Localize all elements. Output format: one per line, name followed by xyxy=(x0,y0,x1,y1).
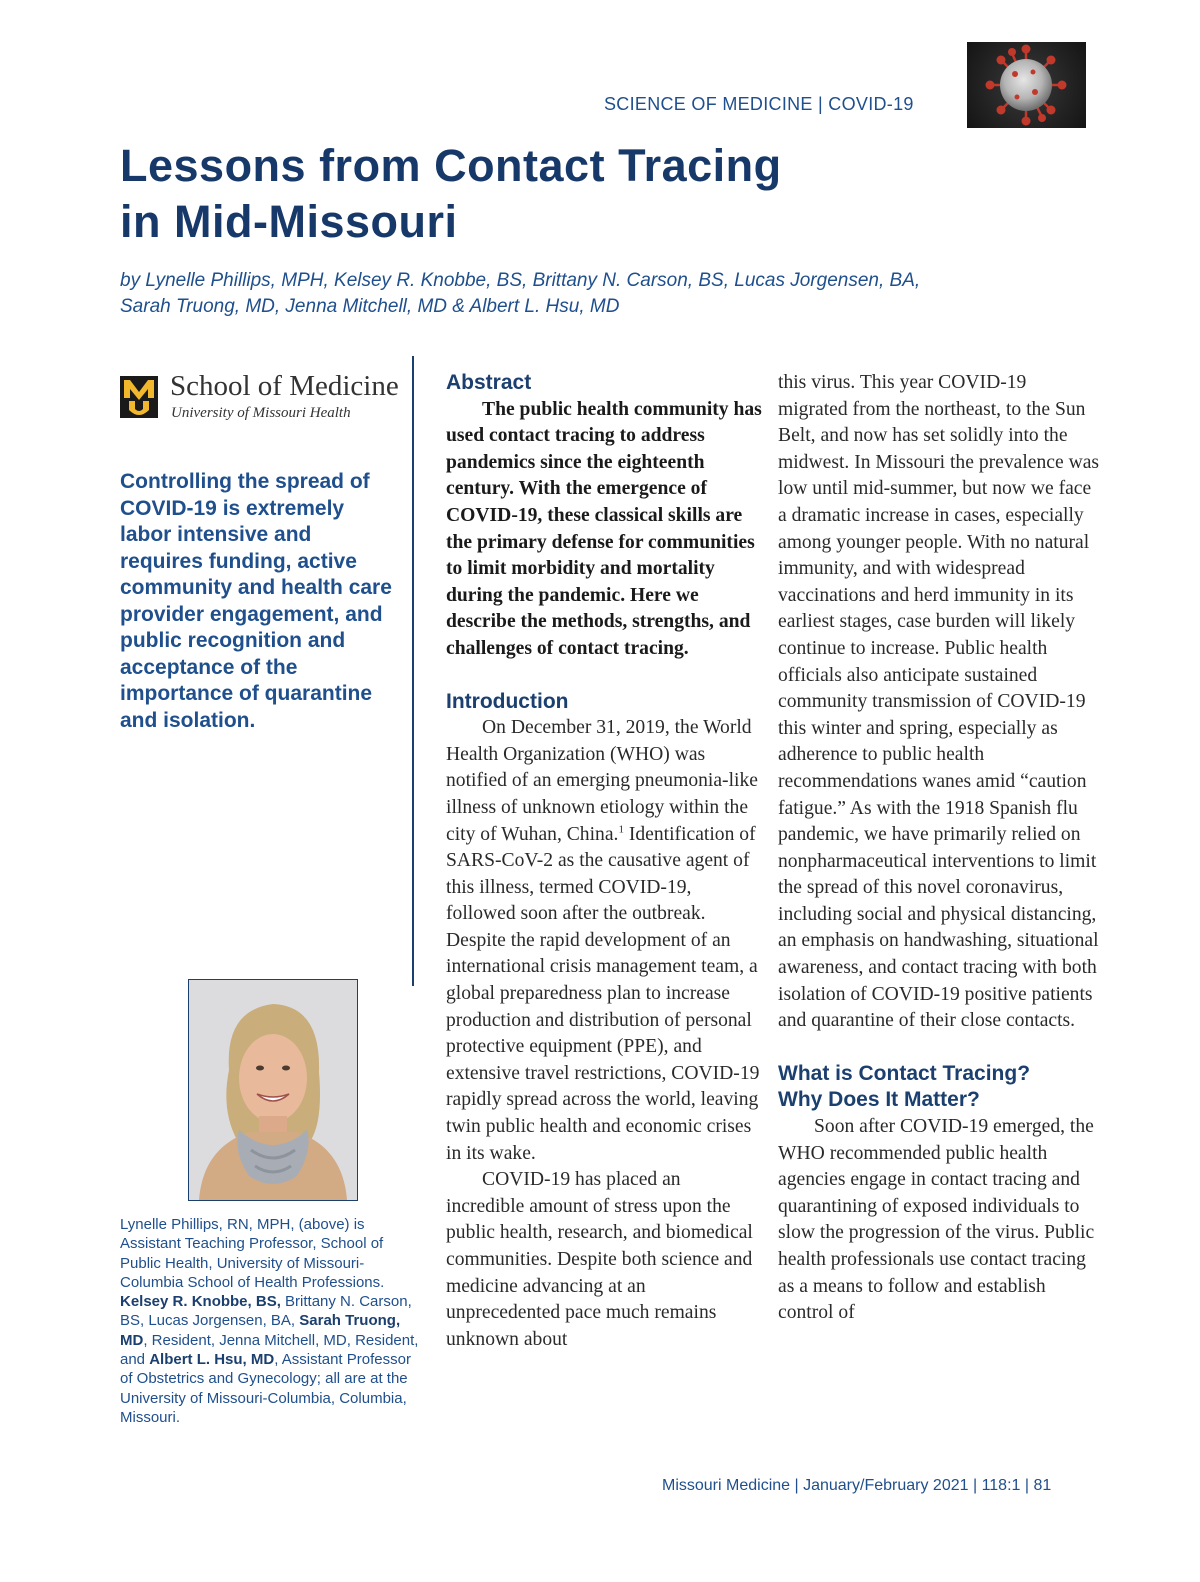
intro-p1-a: On December 31, 2019, the World Health Organization (WHO) was notified of an emerging pneumonia-like illness of unknown etiology within the city of Wuhan, China. xyxy=(446,717,758,845)
coronavirus-image xyxy=(967,42,1086,128)
logo-university-name: University of Missouri Health xyxy=(171,405,351,421)
caption-part-4: , Assistant Professor of Obstetrics and Gynecology; all are at the University of Missouri-Columbia, Columbia, Missouri. xyxy=(120,1351,411,1426)
mizzou-shield-icon xyxy=(120,376,158,418)
caption-part-1: Lynelle Phillips, RN, MPH, (above) is Assistant Teaching Professor, School of Public Health, University of Missouri-Columbia School of Health Professions. xyxy=(120,1216,385,1291)
intro-paragraph-2: COVID-19 has placed an incredible amount of stress upon the public health, research, and biomedical communities. Despite both science and medicine advancing at an unprecedented pace much remains unknown about xyxy=(446,1169,753,1350)
intro-paragraph-1 xyxy=(446,715,762,1167)
abstract-text: The public health community has used contact tracing to address pandemics since the eighteenth century. With the emergence of COVID-19, these classical skills are the primary defense for communities to limit morbidity and mortality during the pandemic. Here we describe the methods, strengths, and challenges of contact tracing. xyxy=(446,398,762,659)
what-is-heading-line-1: What is Contact Tracing? xyxy=(778,1061,1031,1085)
abstract-heading: Abstract xyxy=(446,371,532,394)
body-column-middle xyxy=(446,370,762,1353)
author-caption xyxy=(120,1215,426,1427)
page-footer: Missouri Medicine | January/February 2021 | 118:1 | 81 xyxy=(662,1477,1052,1494)
logo-school-name: School of Medicine xyxy=(170,370,399,402)
authors-line-1: by Lynelle Phillips, MPH, Kelsey R. Knobbe, BS, Brittany N. Carson, BS, Lucas Jorgensen, BA, xyxy=(120,270,921,291)
title-line-2: in Mid-Missouri xyxy=(120,196,458,247)
pull-quote: Controlling the spread of COVID-19 is extremely labor intensive and requires funding, active community and health care provider engagement, and public recognition and acceptance of the importance of quarantine and isolation. xyxy=(120,470,392,732)
reference-1: 1 xyxy=(618,822,624,835)
article-title xyxy=(120,138,782,250)
author-photo xyxy=(188,979,358,1201)
caption-author-truong: Sarah Truong, MD xyxy=(120,1312,401,1349)
caption-part-3: , Resident, Jenna Mitchell, MD, Resident, and xyxy=(120,1331,419,1369)
author-byline xyxy=(120,268,1020,320)
school-of-medicine-logo xyxy=(120,370,410,421)
caption-part-2: Brittany N. Carson, BS, Lucas Jorgensen, BA, xyxy=(120,1293,412,1330)
caption-author-hsu: Albert L. Hsu, MD xyxy=(149,1351,275,1369)
what-is-contact-tracing-heading xyxy=(778,1061,1100,1114)
intro-paragraph-2-continued: this virus. This year COVID-19 migrated from the northeast, to the Sun Belt, and now has set solidly into the midwest. In Missouri the prevalence was low until mid-summer, but now we face a dramatic increase in cases, especially among younger people. With no natural immunity, and with widespread vaccinations and herd immunity in its earliest stages, case burden will likely continue to increase. Public health officials also anticipate sustained community transmission of COVID-19 this winter and spring, especially as adherence to public health recommendations wanes amid “caution fatigue.” As with the 1918 Spanish flu pandemic, we have primarily relied on nonpharmaceutical interventions to limit the spread of this novel coronavirus, including social and physical distancing, an emphasis on handwashing, situational awareness, and contact tracing with both isolation of COVID-19 positive patients and quarantine of their close contacts. xyxy=(778,372,1100,1032)
section-label: SCIENCE OF MEDICINE | COVID-19 xyxy=(604,94,914,114)
body-column-right xyxy=(778,370,1100,1327)
title-line-1: Lessons from Contact Tracing xyxy=(120,140,782,191)
introduction-heading: Introduction xyxy=(446,689,569,713)
authors-line-2: Sarah Truong, MD, Jenna Mitchell, MD & Albert L. Hsu, MD xyxy=(120,296,620,317)
what-is-heading-line-2: Why Does It Matter? xyxy=(778,1088,980,1112)
caption-author-knobbe: Kelsey R. Knobbe, BS, xyxy=(120,1293,281,1311)
column-divider xyxy=(412,356,414,986)
intro-p1-b: Identification of SARS-CoV-2 as the causative agent of this illness, termed COVID-19, followed soon after the outbreak. Despite the rapid development of an international crisis management team, a global preparedness plan to increase production and distribution of personal protective equipment (PPE), and extensive travel restrictions, COVID-19 rapidly spread across the world, leaving twin public health and economic crises in its wake. xyxy=(446,823,760,1164)
what-is-paragraph-1: Soon after COVID-19 emerged, the WHO recommended public health agencies engage in contact tracing and quarantining of exposed individuals to slow the progression of the virus. Public health professionals use contact tracing as a means to follow and establish control of xyxy=(778,1116,1095,1324)
